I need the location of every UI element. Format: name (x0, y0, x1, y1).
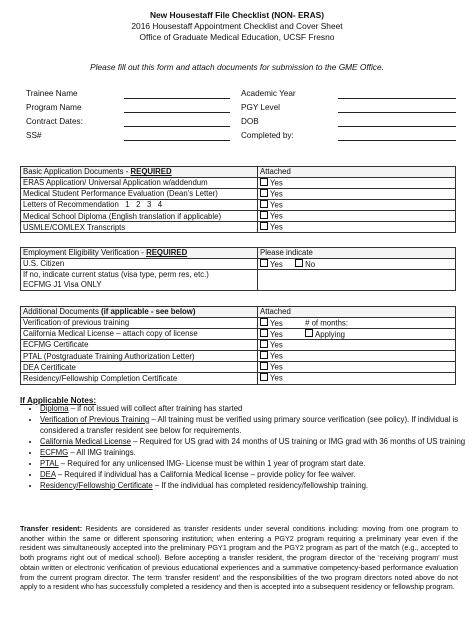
yes-checkbox[interactable]: Yes (258, 178, 456, 189)
document-label: Medical Student Performance Evaluation (Dean’s Letter) (21, 189, 258, 200)
table-row (21, 318, 456, 329)
additional-attached-header: Attached (258, 307, 456, 318)
checkbox-icon (260, 189, 268, 197)
document-label: Residency/Fellowship Completion Certificate (21, 373, 258, 384)
pgy-level-label: PGY Level (241, 103, 280, 112)
table-row (21, 351, 456, 362)
table-row (21, 270, 456, 281)
document-label: Letters of Recommendation 1 2 3 4 (21, 200, 258, 211)
completed-by-field[interactable] (338, 140, 456, 141)
academic-year-field[interactable] (338, 98, 456, 99)
notes-list (20, 404, 474, 492)
yes-checkbox[interactable]: Yes (258, 211, 456, 222)
list-item: • Residency/Fellowship Certificate – If the individual has completed residency/fellowship training. (40, 481, 474, 492)
checkbox-icon (305, 329, 313, 337)
checkbox-icon (260, 259, 268, 267)
months-label: # of months: (305, 318, 348, 328)
dob-label: DOB (241, 117, 259, 126)
list-item: • ECFMG – All IMG trainings. (40, 448, 474, 459)
yes-checkbox[interactable]: Yes (258, 222, 456, 233)
table-row (21, 211, 456, 222)
checkbox-icon (260, 318, 268, 326)
table-row (21, 178, 456, 189)
form-title: New Housestaff File Checklist (NON- ERAS) (149, 10, 325, 20)
status-label: If no, indicate current status (visa type, perm res, etc.) (21, 270, 258, 281)
list-item: • Verification of Previous Training – All training must be verified using primary source verification (see policy). If individual is considered a transfer resident see below for requirements. (40, 415, 474, 436)
eligibility-section-header: Employment Eligibility Verification - REQUIRED (21, 248, 258, 259)
ssn-field[interactable] (124, 140, 230, 141)
program-name-field[interactable] (124, 112, 230, 113)
document-label: PTAL (Postgraduate Training Authorization Letter) (21, 351, 258, 362)
transfer-resident-paragraph (20, 524, 458, 592)
list-item: • Diploma – if not issued will collect after training has started (40, 404, 474, 415)
form-subtitle: 2016 Housestaff Appointment Checklist and Cover Sheet (131, 21, 343, 31)
checkbox-icon (260, 340, 268, 348)
checkbox-icon (260, 373, 268, 381)
table-row (21, 329, 456, 340)
basic-documents-table (20, 166, 456, 233)
program-name-label: Program Name (26, 103, 82, 112)
office-name: Office of Graduate Medical Education, UCSF Fresno (139, 32, 335, 42)
checkbox-icon (295, 259, 303, 267)
table-row (21, 189, 456, 200)
citizen-yes-checkbox[interactable]: Yes (260, 260, 283, 269)
yes-checkbox[interactable]: Yes (258, 200, 456, 211)
dob-field[interactable] (338, 126, 456, 127)
document-label: ECFMG Certificate (21, 340, 258, 351)
attached-header: Attached (258, 167, 456, 178)
document-label: Verification of previous training (21, 318, 258, 329)
transfer-label: Transfer resident: (20, 524, 83, 533)
document-label: Medical School Diploma (English translation if applicable) (21, 211, 258, 222)
document-label: ERAS Application/ Universal Application w/addendum (21, 178, 258, 189)
table-row (21, 222, 456, 233)
yes-checkbox[interactable]: Yes (258, 373, 456, 384)
please-indicate-header: Please indicate (258, 248, 456, 259)
yes-checkbox[interactable]: Yes (258, 351, 456, 362)
field-row-2 (26, 103, 456, 115)
document-label: DEA Certificate (21, 362, 258, 373)
table-row (21, 362, 456, 373)
document-label: California Medical License – attach copy of license (21, 329, 258, 340)
us-citizen-label: U.S. Citizen (21, 259, 258, 270)
checkbox-icon (260, 362, 268, 370)
table-row (21, 340, 456, 351)
yes-checkbox[interactable]: Yes (260, 330, 283, 339)
field-row-3 (26, 117, 456, 129)
checkbox-icon (260, 178, 268, 186)
status-input[interactable] (258, 270, 456, 291)
contract-dates-field[interactable] (124, 126, 230, 127)
contract-dates-label: Contract Dates: (26, 117, 83, 126)
yes-checkbox[interactable]: Yes (258, 362, 456, 373)
yes-checkbox[interactable]: Yes (260, 319, 283, 328)
academic-year-label: Academic Year (241, 89, 296, 98)
checkbox-icon (260, 222, 268, 230)
document-label: USMLE/COMLEX Transcripts (21, 222, 258, 233)
table-row (21, 373, 456, 384)
checkbox-icon (260, 200, 268, 208)
trainee-name-field[interactable] (124, 98, 230, 99)
notes-title: If Applicable Notes: (20, 396, 97, 405)
checkbox-icon (260, 329, 268, 337)
completed-by-label: Completed by: (241, 131, 294, 140)
checkbox-icon (260, 351, 268, 359)
table-row (21, 259, 456, 270)
list-item: • PTAL – Required for any unlicensed IMG- License must be within 1 year of program start date. (40, 459, 474, 470)
eligibility-table (20, 247, 456, 291)
applying-checkbox[interactable]: Applying (305, 330, 345, 339)
instructions: Please fill out this form and attach documents for submission to the GME Office. (90, 62, 384, 72)
pgy-level-field[interactable] (338, 112, 456, 113)
trainee-name-label: Trainee Name (26, 89, 78, 98)
basic-section-header: Basic Application Documents - REQUIRED (21, 167, 258, 178)
checkbox-icon (260, 211, 268, 219)
additional-section-header: Additional Documents (if applicable - see below) (21, 307, 258, 318)
field-row-1 (26, 89, 456, 101)
ssn-label: SS# (26, 131, 42, 140)
ecfmg-label: ECFMG J1 Visa ONLY (21, 280, 258, 291)
transfer-text: Residents are considered as transfer residents under several conditions including: moving from one program to another within the same or different sponsoring institution; when entering a PGY2 program requiring a preliminary year even if the resident was simultaneously accepted into the preliminary PGY1 program and the PGY2 program as part of the match (e.g., accepted to both programs right out of medical school). Before accepting a transfer resident, the program director of the ‘receiving program’ must obtain written or electronic verification of previous educational experiences and a summative competency-based performance evaluation from the current program director. The term ‘transfer resident’ and the responsibilities of the two program directors noted above do not apply to a resident who has successfully completed a residency and then is accepted into a subsequent residency or fellowship program. (20, 524, 459, 592)
yes-checkbox[interactable]: Yes (258, 189, 456, 200)
yes-checkbox[interactable]: Yes (258, 340, 456, 351)
list-item: • DEA – Required if individual has a California Medical license – provide policy for fee waiver. (40, 470, 474, 481)
additional-documents-table (20, 306, 456, 385)
table-row (21, 200, 456, 211)
citizen-no-checkbox[interactable]: No (295, 260, 315, 269)
field-row-4 (26, 131, 456, 143)
list-item: • California Medical License – Required for US grad with 24 months of US training or IMG grad with 36 months of US training (40, 437, 474, 448)
